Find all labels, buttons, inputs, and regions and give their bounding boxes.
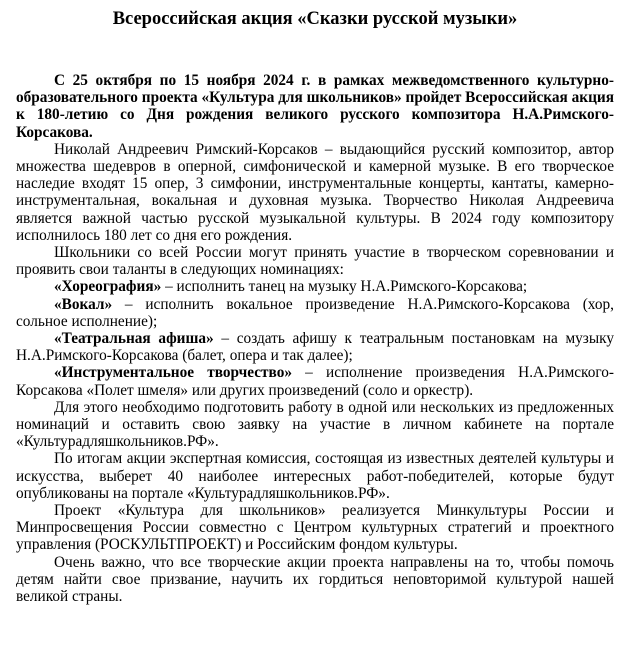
paragraph-results: По итогам акции экспертная комиссия, состоящая из известных деятелей культуры и искусства, выберет 40 наиболее интересных работ-победителей, которые будут опубликованы на портале «Культурадляшкольников.РФ». bbox=[16, 450, 614, 502]
nomination-name: «Театральная афиша» bbox=[54, 330, 214, 348]
nomination-name: «Хореография» bbox=[54, 278, 162, 296]
paragraph-application: Для этого необходимо подготовить работу в одной или нескольких из предложенных номинаций и оставить свою заявку на участие в личном кабинете на портале «Культурадляшкольников.РФ». bbox=[16, 398, 614, 451]
nomination-text: – исполнение произведения Н.А.Римского-Корсакова «Полет шмеля» или других произведений (соло и оркестр). bbox=[16, 364, 614, 399]
nomination-name: «Инструментальное творчество» bbox=[54, 364, 293, 382]
nomination-text: – исполнить танец на музыку Н.А.Римского-Корсакова; bbox=[161, 278, 528, 296]
nomination-vocal bbox=[16, 296, 614, 330]
nomination-instrumental bbox=[16, 364, 614, 398]
paragraph-participation: Школьники со всей России могут принять участие в творческом соревновании и проявить свои таланты в следующих номинациях: bbox=[16, 244, 614, 279]
intro-paragraph: С 25 октября по 15 ноября 2024 г. в рамках межведомственного культурно-образовательного проекта «Культура для школьников» пройдет Всероссийская акция к 180-летию со Дня рождения великого русского композитора Н.А.Римского-Корсакова. bbox=[16, 72, 614, 141]
spacer bbox=[16, 30, 614, 72]
nomination-name: «Вокал» bbox=[54, 295, 113, 313]
paragraph-composer: Николай Андреевич Римский-Корсаков – выдающийся русский композитор, автор множества шедевров в оперной, симфонической и камерной музыке. В его творческое наследие входят 15 опер, 3 симфонии, инструментальные концерты, кантаты, камерно-инструментальная, вокальная и духовная музыка. Творчество Николая Андреевича является важной частью русской музыкальной культуры. В 2024 году композитору исполнилось 180 лет со дня его рождения. bbox=[16, 140, 614, 244]
document-title: Всероссийская акция «Сказки русской музыки» bbox=[112, 9, 518, 29]
nomination-poster bbox=[16, 330, 614, 364]
paragraph-goal: Очень важно, что все творческие акции проекта направлены на то, чтобы помочь детям найти свое призвание, научить их гордиться неповторимой культурой нашей великой страны. bbox=[16, 553, 614, 606]
paragraph-project: Проект «Культура для школьников» реализуется Минкультуры России и Минпросвещения России совместно с Центром культурных стратегий и проектного управления (РОСКУЛЬТПРОЕКТ) и Российским фондом культуры. bbox=[16, 502, 614, 554]
nomination-text: – создать афишу к театральным постановкам на музыку Н.А.Римского-Корсакова (балет, опера и так далее); bbox=[16, 330, 614, 365]
nomination-text: – исполнить вокальное произведение Н.А.Римского-Корсакова (хор, сольное исполнение); bbox=[16, 295, 614, 330]
nomination-choreography bbox=[16, 278, 614, 295]
